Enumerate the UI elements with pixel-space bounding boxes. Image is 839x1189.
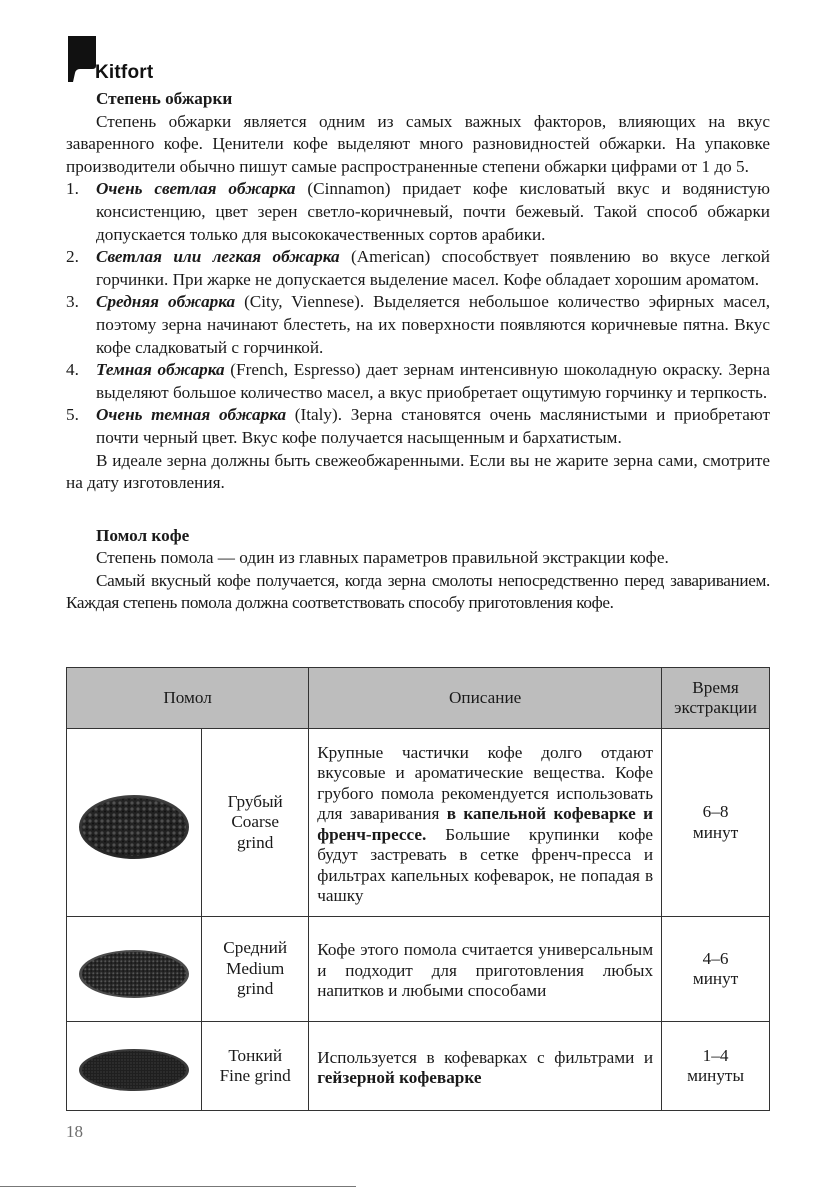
description-bold: гейзерной кофеварке bbox=[317, 1068, 482, 1087]
roast-term: Светлая или легкая обжарка bbox=[96, 247, 340, 267]
list-item bbox=[66, 291, 770, 359]
coarse-grind-coffee-image bbox=[76, 783, 192, 863]
roast-description: (American) способствует появлению во вкусе легкой горчинки. При жарке не допускается выделение масел. Кофе обладает хорошим ароматом. bbox=[96, 247, 770, 289]
grind-table bbox=[66, 667, 770, 1111]
page-number: 18 bbox=[66, 1122, 83, 1141]
grind-name-cell bbox=[202, 917, 309, 1022]
roast-description: (Cinnamon) придает кофе кисловатый вкус и водянистую консистенцию, цвет зерен светло-коричневый, почти бежевый. Такой способ обжарки допускается только для высококачественных сортов арабики. bbox=[96, 179, 770, 244]
list-item bbox=[66, 404, 770, 449]
header-grind: Помол bbox=[67, 668, 309, 729]
list-item bbox=[66, 178, 770, 246]
grind-name-cell bbox=[202, 1022, 309, 1111]
time-value: 6–8 bbox=[702, 802, 729, 821]
description-bold: в капельной кофеварке и френч-прессе. bbox=[317, 804, 654, 844]
description-text: Кофе этого помола считается универсальным и подходит для приготовления любых напитков и любыми способами bbox=[317, 940, 654, 1001]
medium-grind-coffee-image bbox=[76, 936, 192, 1002]
grind-name-cell bbox=[202, 729, 309, 917]
grind-image-cell bbox=[67, 1022, 202, 1111]
roast-heading: Степень обжарки bbox=[96, 89, 233, 108]
table-row bbox=[67, 917, 770, 1022]
grind-name-en: grind bbox=[237, 979, 274, 999]
grind-name-en: grind bbox=[237, 832, 274, 852]
time-unit: минуты bbox=[687, 1066, 744, 1085]
grind-description bbox=[309, 729, 662, 917]
grind-name-en: Medium bbox=[226, 958, 285, 978]
time-value: 1–4 bbox=[702, 1045, 729, 1065]
time-unit: минут bbox=[692, 822, 739, 842]
list-number: 3. bbox=[66, 292, 79, 312]
brand-name: Kitfort bbox=[95, 62, 154, 83]
list-item bbox=[66, 359, 770, 404]
roast-term: Очень темная обжарка bbox=[96, 405, 287, 425]
extraction-time bbox=[662, 1022, 770, 1111]
roast-intro: Степень обжарки является одним из самых важных факторов, влияющих на вкус заваренного кофе. Ценители кофе выделяют много разновидностей обжарки. На упаковке производители обычно пишут самые распространенные степени обжарки цифрами от 1 до 5. bbox=[66, 111, 770, 176]
list-number: 4. bbox=[66, 360, 79, 380]
roast-description: (French, Espresso) дает зернам интенсивную шоколадную окраску. Зерна выделяют большое количество масел, а вкус приобретает ощутимую горчинку и терпкость. bbox=[96, 360, 770, 402]
extraction-time bbox=[662, 917, 770, 1022]
grind-image-cell bbox=[67, 729, 202, 917]
grind-name-en: Coarse bbox=[231, 812, 280, 832]
grind-description bbox=[309, 1022, 662, 1111]
roast-description: (Italy). Зерна становятся очень маслянистыми и приобретают почти черный цвет. Вкус кофе получается насыщенным и бархатистым. bbox=[96, 405, 771, 447]
list-number: 2. bbox=[66, 247, 79, 267]
extraction-time bbox=[662, 729, 770, 917]
page-content bbox=[66, 88, 770, 615]
roast-description: (City, Viennese). Выделяется небольшое количество эфирных масел, поэтому зерна начинают блестеть, на их поверхности появляются коричневые пятна. Вкус кофе сладковатый с горчинкой. bbox=[96, 292, 771, 357]
list-item bbox=[66, 246, 770, 291]
time-value: 4–6 bbox=[702, 948, 729, 968]
roast-term: Средняя обжарка bbox=[96, 292, 236, 312]
grind-name-ru: Тонкий bbox=[228, 1045, 283, 1065]
list-number: 5. bbox=[66, 405, 79, 425]
time-unit: минут bbox=[692, 969, 739, 988]
description-text: Крупные частички кофе долго отдают вкусовые и ароматические вещества. Кофе грубого помола рекомендуется использовать для заваривания bbox=[317, 742, 654, 823]
grind-heading: Помол кофе bbox=[96, 525, 190, 545]
list-number: 1. bbox=[66, 179, 79, 199]
description-text: Большие крупинки кофе будут застревать в сетке френч-пресса и фильтрах капельных кофеварок, не попадая в чашку bbox=[317, 824, 654, 905]
grind-image-cell bbox=[67, 917, 202, 1022]
section-gap bbox=[66, 495, 770, 525]
table-row bbox=[67, 1022, 770, 1111]
footer-rule bbox=[0, 1186, 356, 1187]
grind-paragraph: Самый вкусный кофе получается, когда зерна смолоты непосредственно перед завариванием. Каждая степень помола должна соответствовать способу приготовления кофе. bbox=[66, 570, 770, 613]
table-row bbox=[67, 729, 770, 917]
kitfort-logo-icon bbox=[66, 36, 98, 82]
header-description: Описание bbox=[309, 668, 662, 729]
grind-name-ru: Грубый bbox=[227, 791, 283, 811]
table-header-row bbox=[67, 668, 770, 729]
grind-description bbox=[309, 917, 662, 1022]
description-text: Используется в кофеварках с фильтрами и bbox=[317, 1047, 654, 1067]
grind-name-en: Fine grind bbox=[219, 1066, 291, 1085]
roast-list bbox=[66, 178, 770, 449]
roast-term: Темная обжарка bbox=[96, 360, 225, 380]
fine-grind-coffee-image bbox=[76, 1038, 192, 1094]
header-time: Время экстракции bbox=[662, 668, 770, 729]
roast-outro: В идеале зерна должны быть свежеобжаренными. Если вы не жарите зерна сами, смотрите на дату изготовления. bbox=[66, 450, 770, 493]
roast-term: Очень светлая обжарка bbox=[96, 179, 296, 199]
grind-intro: Степень помола — один из главных параметров правильной экстракции кофе. bbox=[96, 548, 669, 568]
grind-name-ru: Средний bbox=[223, 938, 288, 958]
